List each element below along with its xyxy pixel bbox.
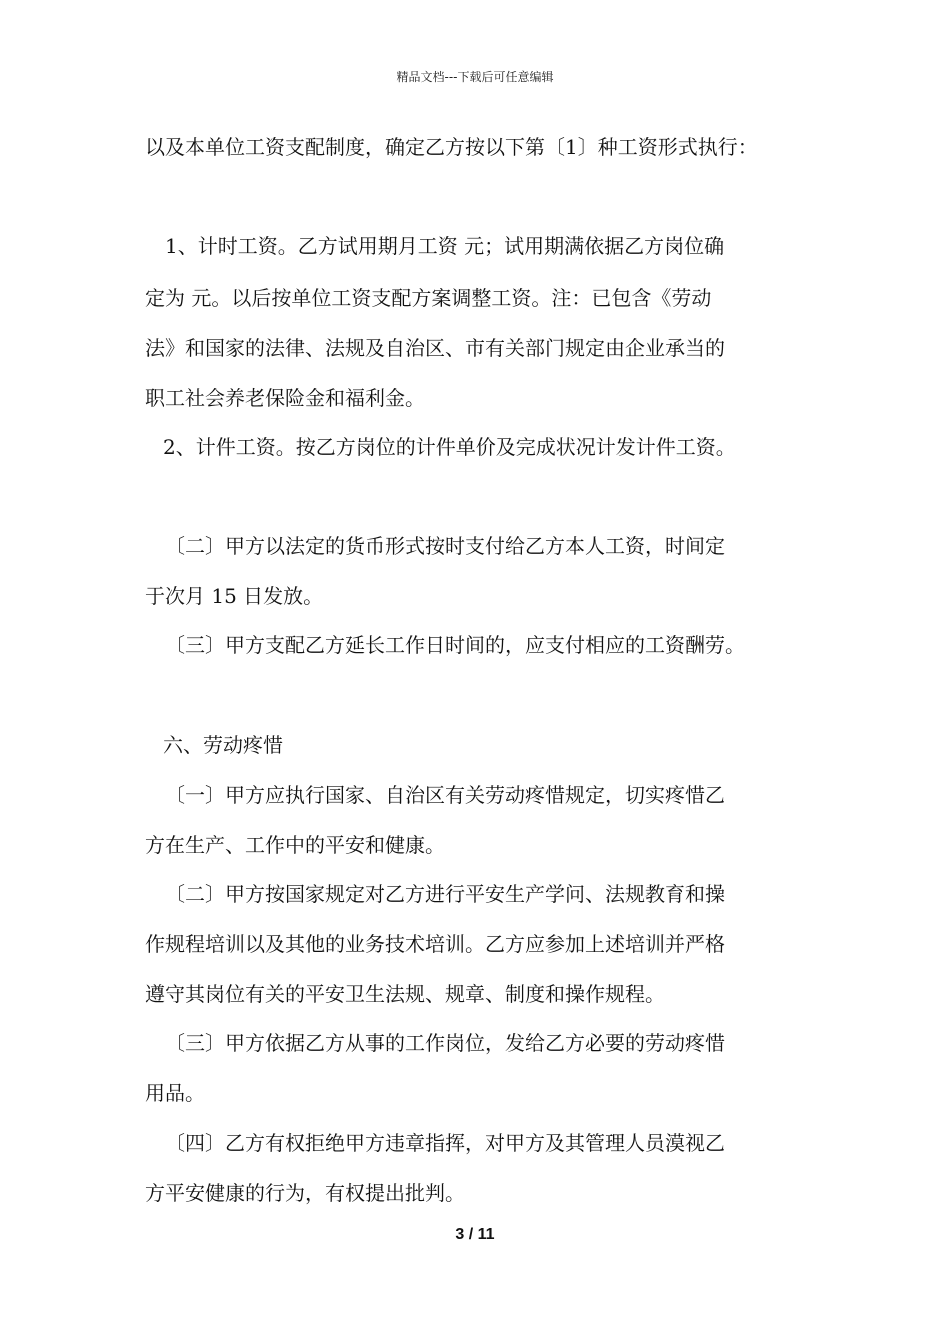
paragraph-line: 〔三〕甲方支配乙方延长工作日时间的，应支付相应的工资酬劳。 (165, 633, 745, 657)
paragraph-line: 〔一〕甲方应执行国家、自治区有关劳动疼惜规定，切实疼惜乙 (165, 783, 725, 807)
paragraph-line: 于次月 15 日发放。 (145, 584, 324, 608)
paragraph-line: 〔四〕乙方有权拒绝甲方违章指挥，对甲方及其管理人员漠视乙 (165, 1131, 725, 1155)
paragraph-line: 〔二〕甲方按国家规定对乙方进行平安生产学问、法规教育和操 (165, 882, 725, 906)
paragraph-line: 法》和国家的法律、法规及自治区、市有关部门规定由企业承当的 (145, 336, 725, 360)
paragraph-line: 〔三〕甲方依据乙方从事的工作岗位，发给乙方必要的劳动疼惜 (165, 1031, 725, 1055)
paragraph-line: 用品。 (145, 1081, 205, 1105)
paragraph-line: 定为 元。以后按单位工资支配方案调整工资。注：已包含《劳动 (145, 286, 712, 310)
paragraph-line: 2、计件工资。按乙方岗位的计件单价及完成状况计发计件工资。 (163, 435, 736, 459)
paragraph-line: 遵守其岗位有关的平安卫生法规、规章、制度和操作规程。 (145, 982, 665, 1006)
paragraph-line: 〔二〕甲方以法定的货币形式按时支付给乙方本人工资，时间定 (165, 534, 725, 558)
paragraph-line: 以及本单位工资支配制度，确定乙方按以下第〔1〕种工资形式执行： (145, 135, 758, 159)
paragraph-line: 方平安健康的行为，有权提出批判。 (145, 1181, 465, 1205)
paragraph-line: 作规程培训以及其他的业务技术培训。乙方应参加上述培训并严格 (145, 932, 725, 956)
paragraph-line: 方在生产、工作中的平安和健康。 (145, 833, 445, 857)
section-heading: 六、劳动疼惜 (163, 733, 283, 757)
paragraph-line: 职工社会养老保险金和福利金。 (145, 386, 425, 410)
page-header: 精品文档---下载后可任意编辑 (396, 70, 554, 84)
page-number: 3 / 11 (455, 1226, 495, 1243)
paragraph-line: 1、计时工资。乙方试用期月工资 元；试用期满依据乙方岗位确 (165, 234, 725, 258)
